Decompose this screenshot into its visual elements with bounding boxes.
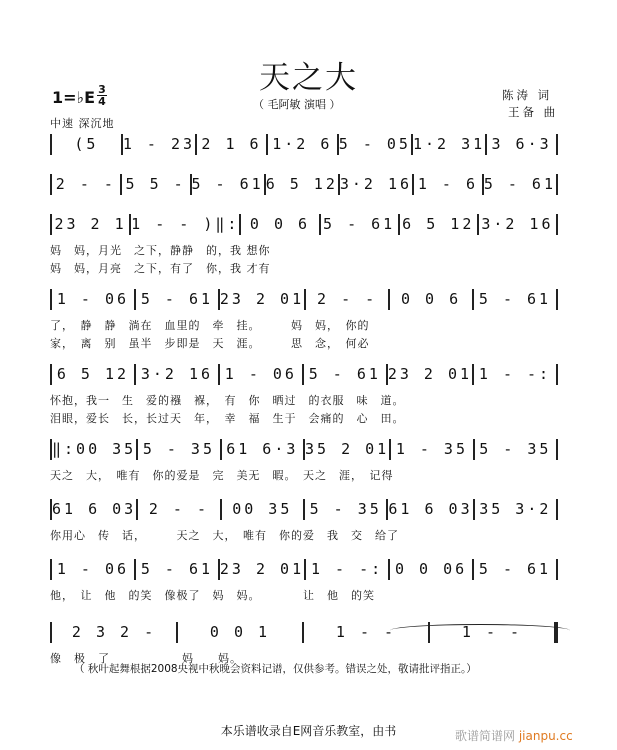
measure: 5 - 05	[338, 135, 411, 153]
measure: 5 - 61	[323, 215, 396, 233]
measure: 6 5 12	[402, 215, 475, 233]
measure: 5 - 61	[191, 175, 264, 193]
measure: 5 - 61	[308, 365, 381, 383]
score-row	[50, 287, 558, 350]
measure: 1 - -:	[311, 560, 384, 578]
measure: 23 2 01	[219, 290, 305, 308]
barline	[556, 364, 558, 385]
measure: (5	[74, 135, 99, 153]
measure: 3·2 16	[481, 215, 554, 233]
measure: 5 - 61	[483, 175, 556, 193]
measure: 35 2 01	[305, 440, 390, 458]
lyric-line: 天之 大， 唯有 你的爱是 完 美无 暇。 天之 涯， 记得	[50, 469, 394, 482]
measure: 1·2 6	[272, 135, 333, 153]
measure: ‖:00 35	[52, 440, 137, 458]
measure: 2 - -	[55, 175, 116, 193]
measure: 3·2 16	[339, 175, 413, 193]
measure: 1 - 06	[56, 560, 130, 578]
measure: 35 3·2	[479, 500, 552, 518]
measure: 5 - 61	[478, 290, 552, 308]
notes-line	[50, 172, 558, 196]
watermark-text: 歌谱简谱网	[455, 729, 519, 743]
lyric-line: 怀抱，我一 生 爱的襁 褓， 有 你 晒过 的衣服 味 道。	[50, 394, 405, 407]
time-signature	[97, 84, 107, 107]
time-signature-top: 3	[98, 83, 106, 96]
measure: 0 0 6	[400, 290, 462, 308]
measure: 1·2 31	[412, 135, 486, 153]
measure: 5 - 61	[140, 290, 214, 308]
notes-line	[50, 132, 558, 156]
measure: 61 6·3	[226, 440, 299, 458]
measure: 5 5 -	[125, 175, 186, 193]
lyric-line: 像 极 了 妈 妈。	[50, 652, 242, 665]
measure: 3·2 16	[140, 365, 214, 383]
measure: 0 0 6	[249, 215, 311, 233]
score-row	[50, 212, 558, 275]
measure: 2 - -	[148, 500, 209, 518]
measure: 00 35	[232, 500, 293, 518]
measure: 5 - 35	[479, 440, 552, 458]
notes-line	[50, 497, 558, 521]
measure: 1 - -:	[478, 365, 552, 383]
barline	[556, 499, 558, 520]
tie-arc	[390, 624, 570, 637]
measure: 1 - 23	[122, 135, 196, 153]
measure: 23 2 01	[387, 365, 473, 383]
composer-credit: 王备 曲	[508, 105, 559, 119]
barline	[556, 559, 558, 580]
measure: 1 - 35	[395, 440, 468, 458]
measure: 2 - -	[317, 290, 378, 308]
lyric-line: 了， 静 静 淌在 血里的 牵 挂。 妈 妈， 你的	[50, 319, 370, 332]
time-signature-bottom: 4	[98, 95, 106, 108]
tempo-marking: 中速 深沉地	[50, 117, 115, 130]
measure: 0 0 06	[394, 560, 468, 578]
lyric-line: 家， 离 别 虽半 步即是 天 涯。 思 念， 何必	[50, 337, 370, 350]
measure: 1 - 06	[56, 290, 130, 308]
measure: 5 - 35	[309, 500, 382, 518]
score-row	[50, 437, 558, 482]
notes-line	[50, 557, 558, 581]
score-row	[50, 557, 558, 602]
singer-credit: （ 毛阿敏 演唱 ）	[253, 98, 341, 111]
measure: 6 5 12	[265, 175, 338, 193]
lyric-line: 泪眼，爱长 长，长过天 年， 幸 福 生于 会痛的 心 田。	[50, 412, 405, 425]
measure: 23 2 01	[219, 560, 305, 578]
lyric-line: 他， 让 他 的笑 像极了 妈 妈。 让 他 的笑	[50, 589, 375, 602]
measure: 0 0 1	[209, 623, 271, 641]
lyric-line: 你用心 传 话， 天之 大， 唯有 你的爱 我 交 给了	[50, 529, 399, 542]
measure: 1 - - )‖:	[131, 215, 240, 233]
lyric-line: 妈 妈，月光 之下，静静 的，我 想你	[50, 244, 271, 257]
score-row	[50, 132, 558, 162]
score-row	[50, 362, 558, 425]
barline	[556, 214, 558, 235]
measure: 1 - -	[335, 623, 397, 641]
watermark-url: jianpu.cc	[518, 729, 573, 743]
score-row	[50, 172, 558, 202]
measure: 1 - -	[461, 623, 523, 641]
score-row	[50, 497, 558, 542]
measure: 61 6 03	[52, 500, 137, 518]
transcription-note: （ 秋叶起舞根据2008央视中秋晚会资料记谱，仅供参考。错误之处，敬请批评指正。）	[74, 663, 477, 675]
watermark	[455, 727, 573, 744]
notes-line	[50, 437, 558, 461]
notes-line	[50, 212, 558, 236]
measure: 2 3 2 -	[71, 623, 157, 641]
measure: 5 - 61	[478, 560, 552, 578]
notes-line	[50, 362, 558, 386]
key-signature: 1=♭E	[52, 88, 96, 107]
measure: 3 6·3	[491, 135, 552, 153]
lyricist-credit: 陈涛 词	[502, 88, 553, 102]
song-title: 天之大	[259, 60, 358, 96]
barline	[556, 439, 558, 460]
barline	[556, 174, 558, 195]
measure: 23 2 1	[54, 215, 127, 233]
notes-line	[50, 287, 558, 311]
measure: 5 - 61	[140, 560, 214, 578]
measure: 6 5 12	[56, 365, 130, 383]
measure: 5 - 35	[142, 440, 215, 458]
measure: 1 - 06	[224, 365, 297, 383]
source-credit: 本乐谱收录自E网音乐教室，由书	[220, 724, 397, 738]
measure: 1 - 6	[417, 175, 479, 193]
measure: 2 1 6	[201, 135, 262, 153]
measure: 61 6 03	[388, 500, 473, 518]
barline	[556, 289, 558, 310]
lyric-line: 妈 妈，月亮 之下，有了 你，我 才有	[50, 262, 271, 275]
barline	[556, 134, 558, 155]
